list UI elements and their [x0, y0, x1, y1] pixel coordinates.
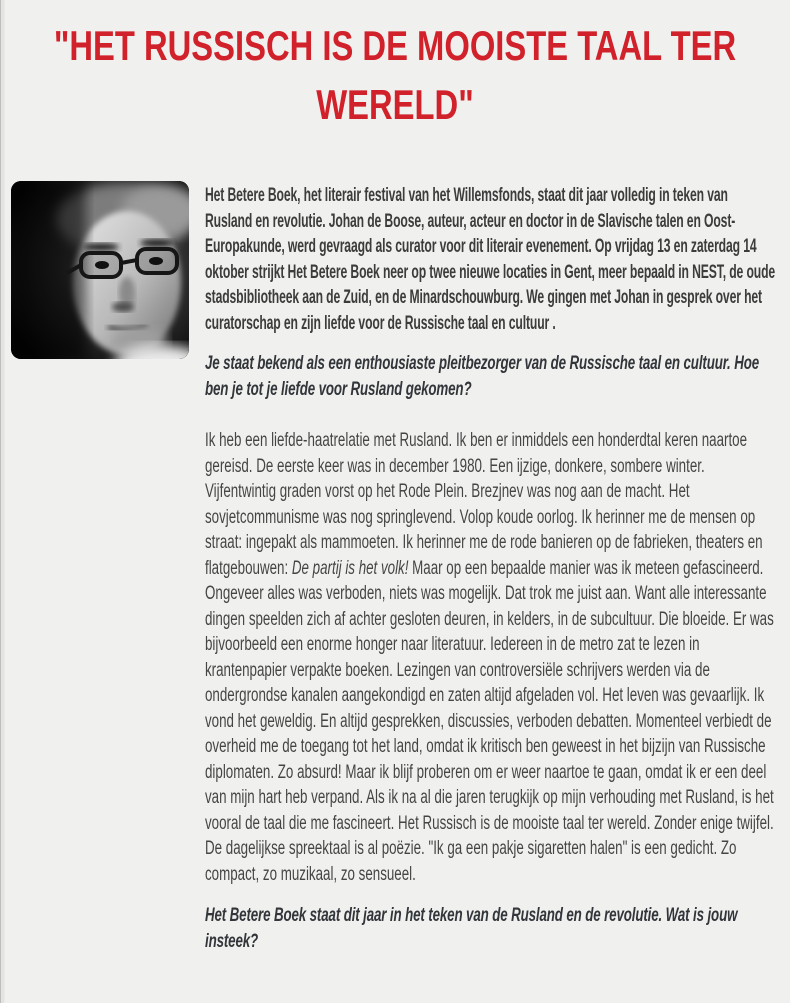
interview-question-1: Je staat bekend als een enthousiaste pleitbezorger van de Russische taal en cultuur. Hoe ben je tot je liefde voor Rusland gekomen? — [205, 353, 760, 400]
page-title: "HET RUSSISCH IS DE MOOISTE TAAL TER WERELD" — [53, 22, 737, 128]
answer-1-text-after: Maar op een bepaalde manier was ik meteen gefascineerd. Ongeveer alles was verboden, niets was mogelijk. Dat trok me juist aan. Want alle interessante dingen speelden zich af achter gesloten deuren, in kelders, in de subcultuur. Die bloeide. Er was bijvoorbeeld een enorme honger naar literatuur. Iedereen in de metro zat te lezen in krantenpapier verpakte boeken. Lezingen van controversiële schrijvers werden via de ondergrondse kanalen aangekondigd en zaten altijd afgeladen vol. Het leven was gevaarlijk. Ik vond het geweldig. En altijd gesprekken, discussies, verboden debatten. Momenteel verbiedt de overheid me de toegang tot het land, omdat ik kritisch ben geweest in het bijzijn van Russische diplomaten. Zo absurd! Maar ik blijf proberen om er weer naartoe te gaan, omdat ik er een deel van mijn hart heb verpand. Als ik na al die jaren terugkijk op mijn verhouding met Rusland, is het vooral de taal die me fascineert. Het Russisch is de mooiste taal ter wereld. Zonder enige twijfel. De dagelijkse spreektaal is al poëzie. "Ik ga een pakje sigaretten halen" is een gedicht. Zo compact, zo muzikaal, zo sensueel. — [205, 557, 774, 885]
portrait-photo-image — [11, 181, 189, 359]
intro-paragraph: Het Betere Boek, het literair festival van het Willemsfonds, staat dit jaar volledig in teken van Rusland en revolutie. Johan de Boose, auteur, acteur en doctor in de Slavische talen en Oost-Europakunde, werd gevraagd als curator voor dit literair evenement. Op vrijdag 13 en zaterdag 14 oktober strijkt Het Betere Boek neer op twee nieuwe locaties in Gent, meer bepaald in NEST, de oude stadsbibliotheek aan de Zuid, en de Minardschouwburg. We gingen met Johan in gesprek over het curatorschap en zijn liefde voor de Russische taal en cultuur . — [205, 185, 776, 334]
answer-1-text-before: Ik heb een liefde-haatrelatie met Rusland. Ik ben er inmiddels een honderdtal keren naartoe gereisd. De eerste keer was in december 1980. Een ijzige, donkere, sombere winter. Vijfentwintig graden vorst op het Rode Plein. Brezjnev was nog aan de macht. Het sovjetcommunisme was nog springlevend. Volop koude oorlog. Ik herinner me de mensen op straat: ingepakt als mammoeten. Ik herinner me de rode banieren op de fabrieken, theaters en flatgebouwen: — [205, 430, 763, 579]
portrait-photo — [11, 181, 189, 359]
interview-answer-1 — [205, 428, 776, 887]
article-header — [0, 0, 790, 134]
answer-1-emphasis: De partij is het volk! — [291, 557, 409, 579]
article-body — [0, 181, 790, 955]
window-edge — [0, 0, 5, 1003]
interview-question-2: Het Betere Boek staat dit jaar in het teken van de Rusland en de revolutie. Wat is jouw insteek? — [205, 905, 738, 952]
article-text-column — [205, 181, 779, 955]
